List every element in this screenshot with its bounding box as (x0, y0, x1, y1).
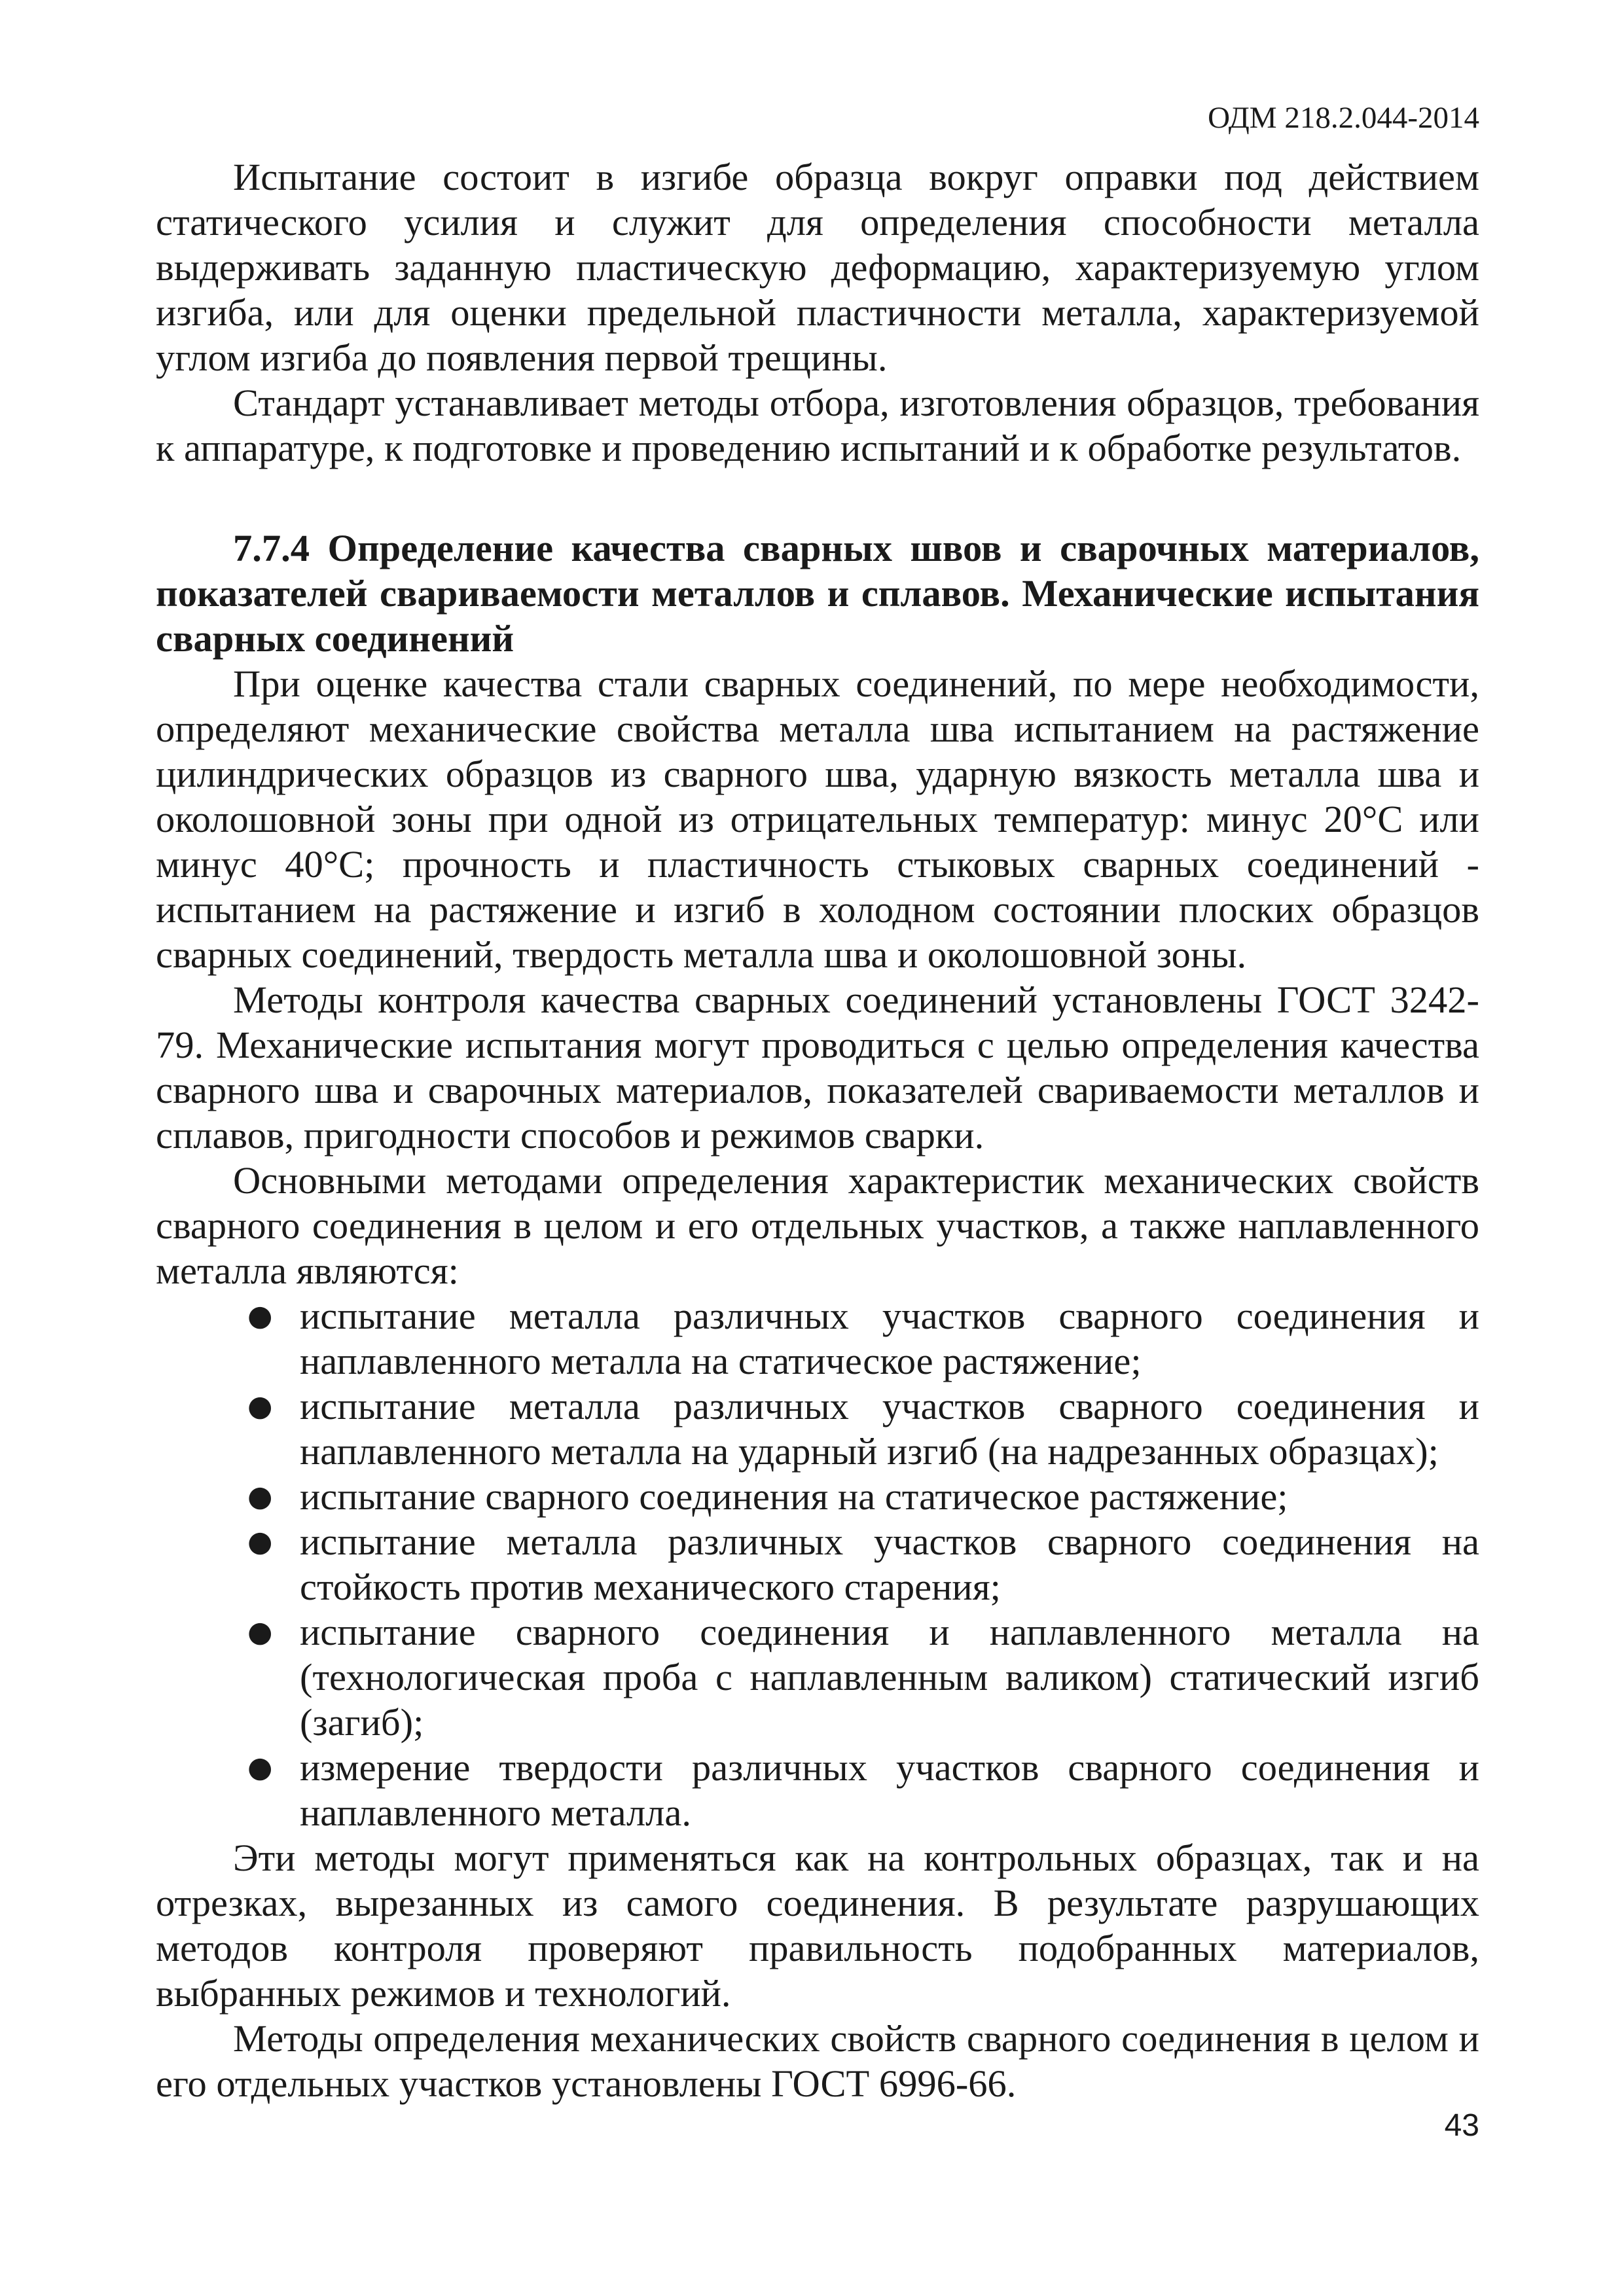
paragraph: Испытание состоит в изгибе образца вокруг оправки под действием статического усилия и служит для определения способности металла выдерживать заданную пластическую деформацию, характеризуемую углом изгиба, или для оценки предельной пластичности металла, характеризуемой углом изгиба до появления первой трещины. (156, 156, 1479, 379)
methods-list (156, 1293, 1479, 1835)
bullet-icon: ● (247, 1390, 273, 1423)
paragraph: Эти методы могут применяться как на контрольных образцах, так и на отрезках, вырезанных из самого соединения. В результате разрушающих методов контроля проверяют правильность подобранных материалов, выбранных режимов и технологий. (156, 1837, 1479, 2015)
paragraph: Основными методами определения характеристик механических свойств сварного соединения в целом и его отдельных участков, а также наплавленного металла являются: (156, 1159, 1479, 1292)
section-heading: 7.7.4 Определение качества сварных швов и сварочных материалов, показателей свариваемости металлов и сплавов. Механические испытания сварных соединений (156, 527, 1479, 660)
paragraph: При оценке качества стали сварных соединений, по мере необходимости, определяют механические свойства металла шва испытанием на растяжение цилиндрических образцов из сварного шва, ударную вязкость металла шва и околошовной зоны при одной из отрицательных температур: минус 20°С или минус 40°С; прочность и пластичность стыковых сварных соединений - испытанием на растяжение и изгиб в холодном состоянии плоских образцов сварных соединений, твердость металла шва и околошовной зоны. (156, 662, 1479, 976)
document-code: ОДМ 218.2.044-2014 (1208, 101, 1479, 135)
list-item-text: испытание металла различных участков сварного соединения и наплавленного металла на статическое растяжение; (300, 1295, 1479, 1382)
list-item (247, 1609, 1479, 1745)
list-item-text: испытание металла различных участков сварного соединения и наплавленного металла на ударный изгиб (на надрезанных образцах); (300, 1385, 1479, 1473)
list-item (247, 1384, 1479, 1474)
list-item (247, 1519, 1479, 1609)
page-content (156, 154, 1479, 2106)
bullet-icon: ● (247, 1480, 273, 1513)
bullet-icon: ● (247, 1299, 273, 1333)
list-item-text: испытание металла различных участков сварного соединения на стойкость против механического старения; (300, 1520, 1479, 1608)
list-item (247, 1474, 1479, 1519)
page-number: 43 (1444, 2108, 1479, 2143)
bullet-icon: ● (247, 1751, 273, 1784)
paragraph: Методы контроля качества сварных соединений установлены ГОСТ 3242-79. Механические испытания могут проводиться с целью определения качества сварного шва и сварочных материалов, показателей свариваемости металлов и сплавов, пригодности способов и режимов сварки. (156, 978, 1479, 1157)
bullet-icon: ● (247, 1525, 273, 1558)
paragraph: Методы определения механических свойств сварного соединения в целом и его отдельных участков установлены ГОСТ 6996-66. (156, 2017, 1479, 2105)
paragraph: Стандарт устанавливает методы отбора, изготовления образцов, требования к аппаратуре, к подготовке и проведению испытаний и к обработке результатов. (156, 382, 1479, 469)
list-item (247, 1293, 1479, 1384)
list-item-text: измерение твердости различных участков сварного соединения и наплавленного металла. (300, 1746, 1479, 1834)
list-item-text: испытание сварного соединения и наплавленного металла на (технологическая проба с наплавленным валиком) статический изгиб (загиб); (300, 1611, 1479, 1744)
list-item-text: испытание сварного соединения на статическое растяжение; (300, 1475, 1288, 1518)
bullet-icon: ● (247, 1615, 273, 1649)
list-item (247, 1745, 1479, 1835)
